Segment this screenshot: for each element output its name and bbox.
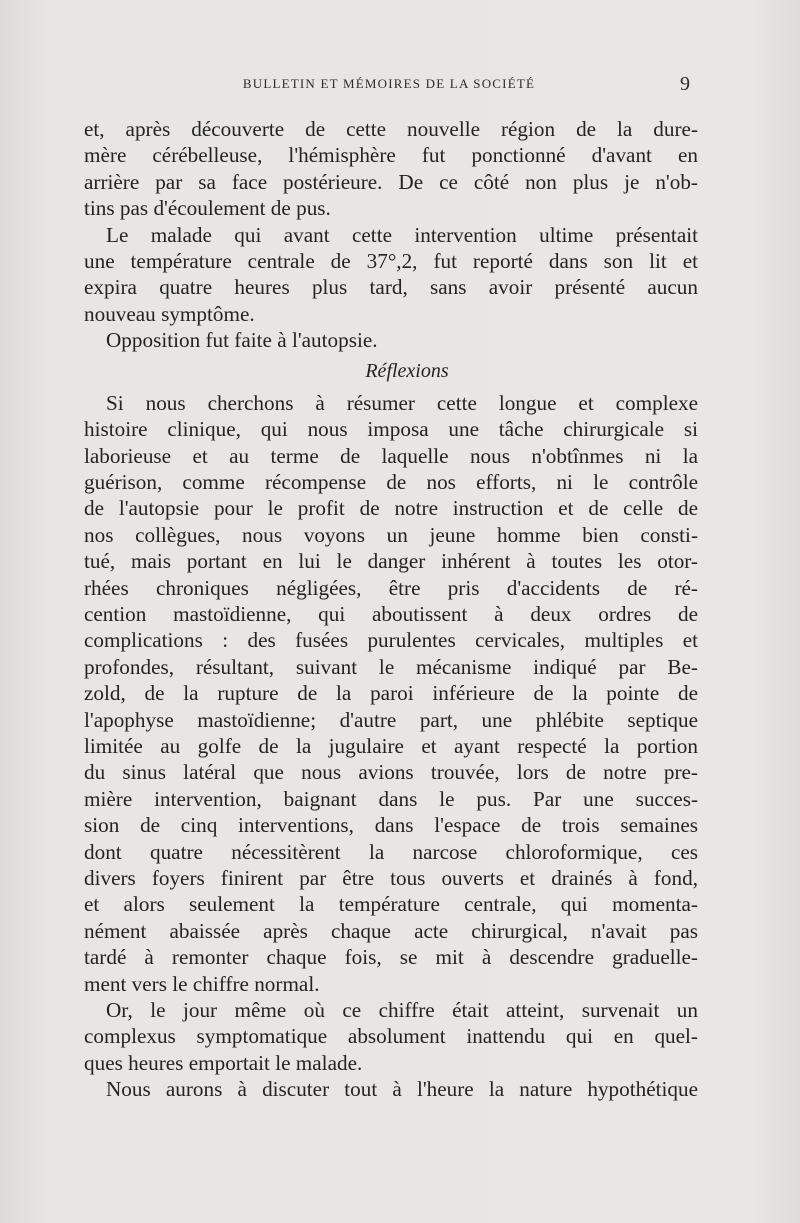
text-line: limitée au golfe de la jugulaire et ayant respecté la portion — [84, 733, 698, 758]
text-line: dont quatre nécessitèrent la narcose chloroformique, ces — [84, 839, 698, 864]
text-line: Nous aurons à discuter tout à l'heure la nature hypothétique — [106, 1077, 698, 1102]
text-line: histoire clinique, qui nous imposa une tâche chirurgicale si — [84, 417, 698, 442]
text-line: nément abaissée après chaque acte chirurgical, n'avait pas — [84, 918, 698, 943]
text-line: complications : des fusées purulentes cervicales, multiples et — [84, 628, 698, 653]
text-line: nos collègues, nous voyons un jeune homme bien consti- — [84, 522, 698, 547]
text-line: arrière par sa face postérieure. De ce côté non plus je n'ob- — [84, 169, 698, 194]
text-line: Si nous cherchons à résumer cette longue et complexe — [106, 390, 698, 415]
section-heading: Réflexions — [365, 359, 449, 382]
paragraph — [84, 390, 698, 997]
text-line: ques heures emportait le malade. — [84, 1050, 363, 1075]
text-line: Opposition fut faite à l'autopsie. — [106, 328, 378, 353]
body-part-after-heading — [84, 390, 698, 1103]
text-line: profondes, résultant, suivant le mécanisme indiqué par Be- — [84, 654, 698, 679]
text-line: du sinus latéral que nous avions trouvée, lors de notre pre- — [84, 760, 698, 785]
text-line: expira quatre heures plus tard, sans avoir présenté aucun — [84, 275, 698, 300]
text-line: Or, le jour même où ce chiffre était atteint, survenait un — [106, 997, 698, 1022]
text-line: mière intervention, baignant dans le pus. Par une succes- — [84, 786, 698, 811]
text-line: laborieuse et au terme de laquelle nous n'obtînmes ni la — [84, 443, 698, 468]
text-line: cention mastoïdienne, qui aboutissent à deux ordres de — [84, 602, 698, 627]
text-line: guérison, comme récompense de nos efforts, ni le contrôle — [84, 470, 698, 495]
text-line: rhées chroniques négligées, être pris d'accidents de ré- — [84, 575, 698, 600]
text-line: mère cérébelleuse, l'hémisphère fut ponctionné d'avant en — [84, 143, 698, 168]
text-line: zold, de la rupture de la paroi inférieure de la pointe de — [84, 681, 698, 706]
paragraph — [84, 327, 698, 353]
body-text — [84, 116, 698, 1102]
text-line: l'apophyse mastoïdienne; d'autre part, une phlébite septique — [84, 707, 698, 732]
page-number: 9 — [680, 73, 690, 95]
text-line: sion de cinq interventions, dans l'espace de trois semaines — [84, 813, 698, 838]
text-line: et, après découverte de cette nouvelle région de la dure- — [84, 117, 698, 141]
text-line: complexus symptomatique absolument inattendu qui en quel- — [84, 1024, 698, 1049]
text-line: et alors seulement la température centrale, qui momenta- — [84, 892, 698, 917]
text-line: divers foyers finirent par être tous ouverts et drainés à fond, — [84, 865, 698, 890]
text-line: une température centrale de 37°,2, fut reporté dans son lit et — [84, 248, 698, 273]
text-line: Le malade qui avant cette intervention ultime présentait — [106, 222, 698, 247]
paragraph — [84, 116, 698, 222]
text-line: ment vers le chiffre normal. — [84, 971, 320, 996]
running-header: BULLETIN ET MÉMOIRES DE LA SOCIÉTÉ — [242, 76, 536, 91]
paragraph — [84, 222, 698, 328]
paragraph — [84, 997, 698, 1076]
text-line: de l'autopsie pour le profit de notre instruction et de celle de — [84, 496, 698, 521]
body-part-before-heading — [84, 116, 698, 354]
text-line: nouveau symptôme. — [84, 301, 255, 326]
text-line: tué, mais portant en lui le danger inhérent à toutes les otor- — [84, 549, 698, 574]
text-line: tardé à remonter chaque fois, se mit à descendre graduelle- — [84, 945, 698, 970]
text-line: tins pas d'écoulement de pus. — [84, 196, 331, 221]
paragraph — [84, 1076, 698, 1102]
